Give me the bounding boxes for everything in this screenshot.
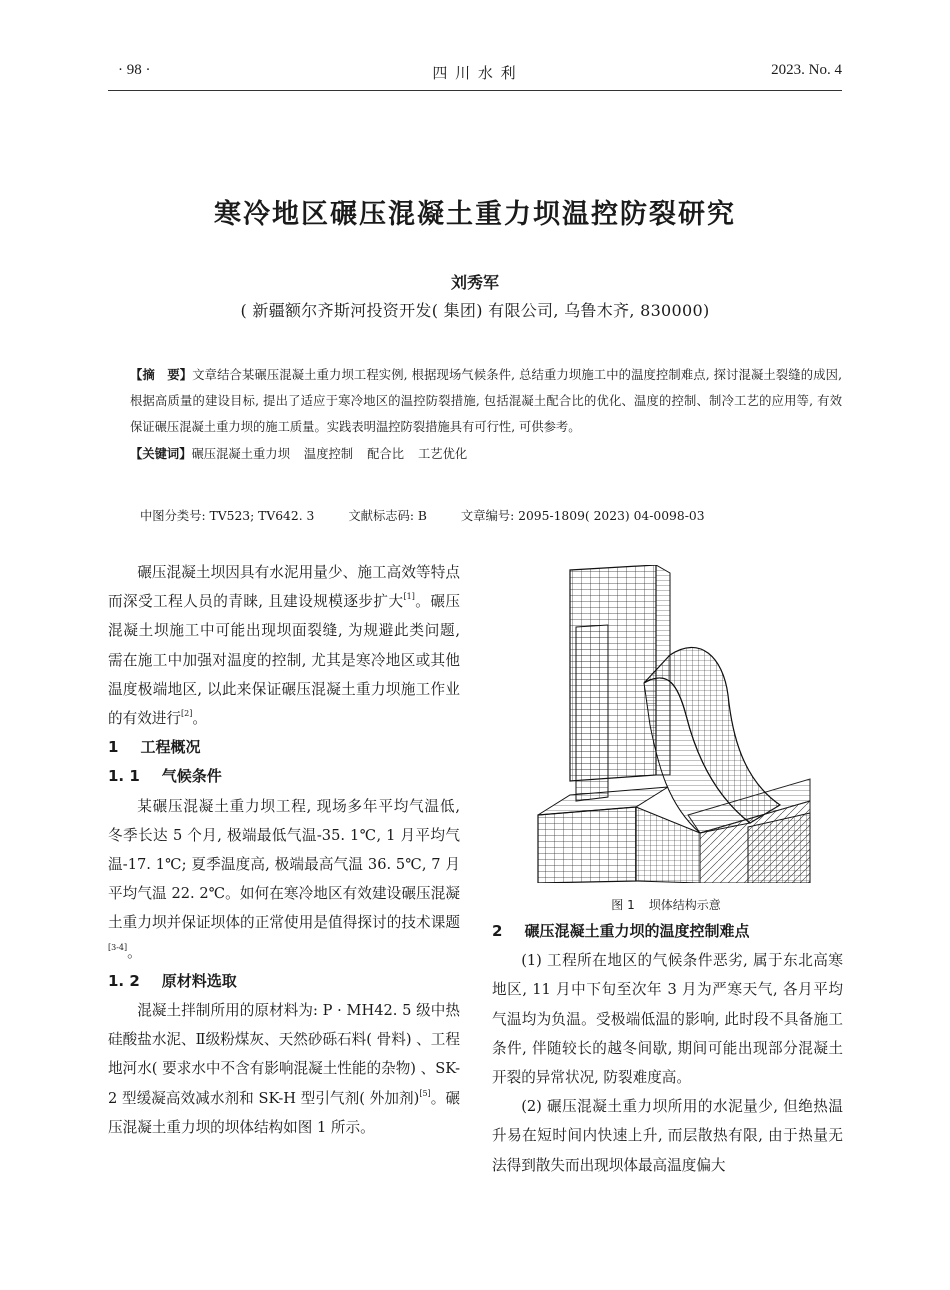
intro-paragraph: 碾压混凝土坝因具有水泥用量少、施工高效等特点而深受工程人员的青睐, 且建设规模逐步扩大[1]。碾压混凝土坝施工中可能出现坝面裂缝, 为规避此类问题, 需在施工中加强对温度的控制, 尤其是寒冷地区或其他温度极端地区, 以此来保证碾压混凝土重力坝施工作业的有效进行[2]。	[108, 564, 460, 728]
issue-info: 2023. No. 4	[771, 62, 842, 78]
affiliation: ( 新疆额尔齐斯河投资开发( 集团) 有限公司, 乌鲁木齐, 830000)	[240, 301, 710, 320]
keyword: 工艺优化	[418, 447, 468, 461]
abstract-label: 【摘 要】	[130, 368, 193, 382]
dam-structure-figure	[518, 565, 814, 883]
citation: [3-4]	[108, 942, 128, 952]
right-column	[492, 917, 843, 1180]
abstract	[130, 362, 842, 440]
difficulty-paragraph-2: (2) 碾压混凝土重力坝所用的水泥量少, 但绝热温升易在短时间内快速上升, 而层散热有限, 由于热量无法得到散失而出现坝体最高温度偏大	[492, 1098, 843, 1174]
keywords-label: 【关键词】	[130, 447, 192, 461]
article-number: 文章编号: 2095-1809( 2023) 04-0098-03	[460, 509, 705, 523]
climate-paragraph: 某碾压混凝土重力坝工程, 现场多年平均气温低, 冬季长达 5 个月, 极端最低气温-35. 1℃, 1 月平均气温-17. 1℃; 夏季温度高, 极端最高气温 36. 5℃, 7 月平均气温 22. 2℃。如何在寒冷地区有效建设碾压混凝土重力坝并保证坝体的正常使用是值得探讨的技术课题[3-4]。	[108, 797, 460, 961]
keywords	[130, 444, 467, 462]
figure-number: 图 1	[611, 898, 635, 912]
journal-name: 四 川 水 利	[432, 66, 518, 82]
citation: [1]	[403, 592, 415, 602]
dam-step-block	[576, 625, 608, 801]
paper-title: 寒冷地区碾压混凝土重力坝温控防裂研究	[214, 199, 736, 230]
subsection-heading: 1. 1 气候条件	[108, 767, 222, 786]
difficulty-paragraph-1: (1) 工程所在地区的气候条件恶劣, 属于东北高寒地区, 11 月中下旬至次年 3 月为严寒天气, 各月平均气温均为负温。受极端低温的影响, 此时段不具备施工条件, 伴随较长的越冬间歇, 期间可能出现部分混凝土开裂的异常状况, 防裂难度高。	[492, 952, 843, 1087]
materials-paragraph: 混凝土拌制所用的原材料为: P · MH42. 5 级中热硅酸盐水泥、Ⅱ级粉煤灰、天然砂砾石料( 骨料) 、工程地河水( 要求水中不含有影响混凝土性能的杂物) 、SK-2 型缓凝高效减水剂和 SK-H 型引气剂( 外加剂)[5]。碾压混凝土重力坝的坝体结构如图 1 所示。	[108, 1002, 460, 1136]
keyword: 碾压混凝土重力坝	[191, 447, 290, 461]
left-column	[108, 558, 460, 1142]
figure-caption-text: 坝体结构示意	[648, 898, 721, 912]
keyword: 温度控制	[303, 447, 354, 461]
section-heading: 2 碾压混凝土重力坝的温度控制难点	[492, 922, 750, 940]
subsection-heading: 1. 2 原材料选取	[108, 971, 237, 990]
document-code: 文献标志码: B	[348, 509, 427, 523]
classification-line	[140, 506, 739, 524]
section-heading: 1 工程概况	[108, 738, 201, 757]
citation: [5]	[419, 1088, 431, 1098]
figure-caption	[518, 896, 814, 913]
abstract-text: 文章结合某碾压混凝土重力坝工程实例, 根据现场气候条件, 总结重力坝施工中的温度控制难点, 探讨混凝土裂缝的成因, 根据高质量的建设目标, 提出了适应于寒冷地区的温控防裂措施, 包括混凝土配合比的优化、温度的控制、制冷工艺的应用等, 有效保证碾压混凝土重力坝的施工质量。实践表明温控防裂措施具有可行性, 可供参考。	[130, 368, 842, 434]
clc-number: 中图分类号: TV523; TV642. 3	[140, 509, 315, 523]
page-number: · 98 ·	[118, 62, 151, 78]
keyword: 配合比	[367, 447, 404, 461]
author: 刘秀军	[450, 273, 499, 292]
dam-base-block	[538, 807, 636, 883]
header-rule	[108, 90, 842, 91]
citation: [2]	[180, 709, 193, 719]
